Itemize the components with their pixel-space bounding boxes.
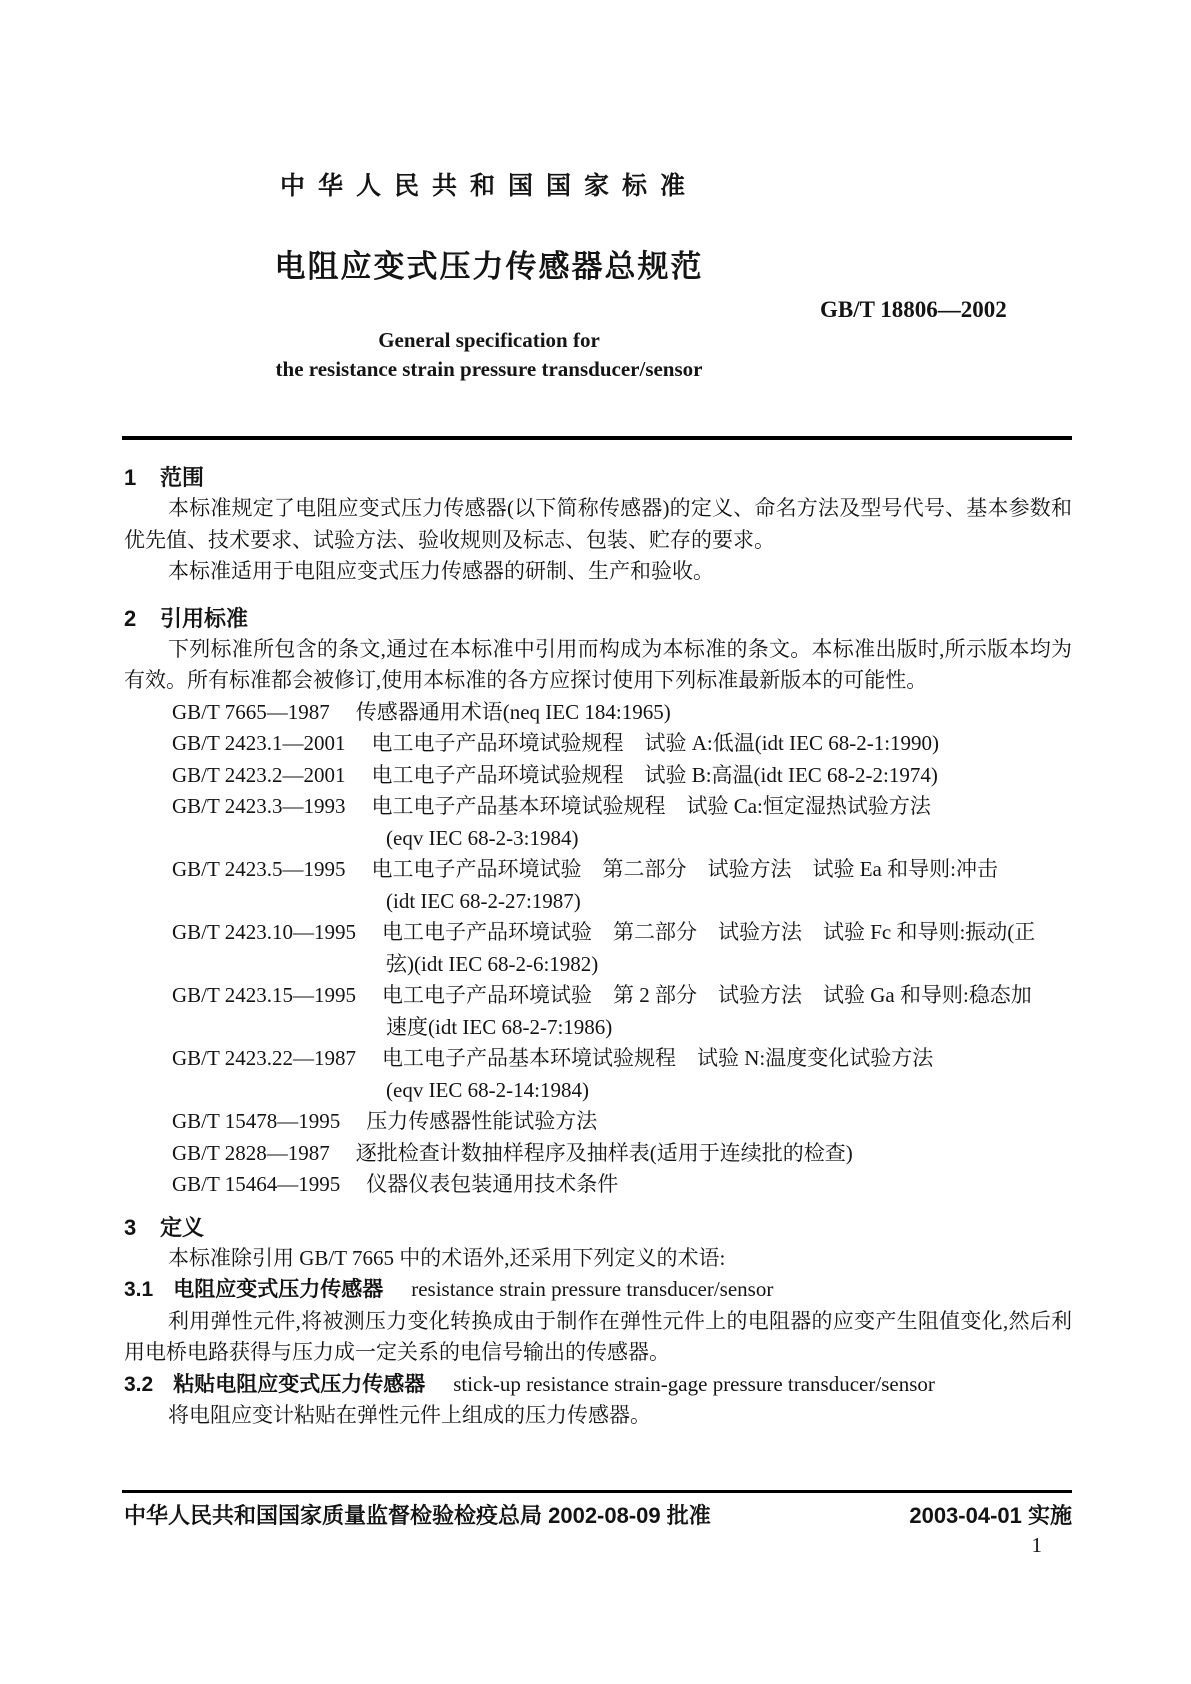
reference-continuation: 速度(idt IEC 68-2-7:1986) bbox=[386, 1014, 613, 1039]
subtitle-english-line1: General specification for bbox=[378, 328, 600, 352]
reference-item bbox=[124, 980, 1072, 1012]
section-2-heading bbox=[124, 604, 1072, 634]
national-standard-label: 中华人民共和国国家标准 bbox=[279, 172, 698, 200]
reference-title: 电工电子产品环境试验规程 试验 B:高温(idt IEC 68-2-2:1974) bbox=[371, 762, 938, 787]
reference-continuation: 弦)(idt IEC 68-2-6:1982) bbox=[386, 951, 599, 976]
reference-item bbox=[124, 1043, 1072, 1075]
reference-item bbox=[124, 791, 1072, 823]
reference-code: GB/T 2423.2—2001 bbox=[172, 762, 346, 787]
reference-continuation: (eqv IEC 68-2-3:1984) bbox=[386, 825, 579, 850]
reference-code: GB/T 2423.3—1993 bbox=[172, 794, 346, 818]
definition-term bbox=[124, 1274, 1072, 1306]
reference-title: 电工电子产品基本环境试验规程 试验 N:温度变化试验方法 bbox=[381, 1046, 934, 1070]
reference-item bbox=[124, 917, 1072, 949]
reference-item bbox=[124, 728, 1072, 760]
reference-title: 电工电子产品基本环境试验规程 试验 Ca:恒定湿热试验方法 bbox=[371, 794, 931, 818]
reference-item bbox=[124, 854, 1072, 886]
reference-item bbox=[124, 1138, 1072, 1170]
page-number: 1 bbox=[1031, 1533, 1042, 1557]
definition-term-zh: 电阻应变式压力传感器 bbox=[173, 1278, 384, 1301]
definition-body: 利用弹性元件,将被测压力变化转换成由于制作在弹性元件上的电阻器的应变产生阻值变化,然后利用电桥电路获得与压力成一定关系的电信号输出的传感器。 bbox=[124, 1308, 1072, 1364]
header-divider-rule bbox=[122, 436, 1072, 440]
approval-statement: 中华人民共和国国家质量监督检验检疫总局 2002-08-09 批准 bbox=[124, 1503, 711, 1528]
reference-title: 电工电子产品环境试验 第二部分 试验方法 试验 Ea 和导则:冲击 bbox=[371, 857, 998, 881]
reference-code: GB/T 15478—1995 bbox=[172, 1109, 341, 1133]
reference-code: GB/T 15464—1995 bbox=[172, 1172, 341, 1196]
reference-code: GB/T 2423.5—1995 bbox=[172, 857, 346, 881]
page-content bbox=[124, 0, 1072, 1684]
reference-title: 电工电子产品环境试验 第二部分 试验方法 试验 Fc 和导则:振动(正 bbox=[381, 920, 1036, 944]
reference-title: 仪器仪表包装通用技术条件 bbox=[366, 1172, 619, 1196]
reference-code: GB/T 2423.1—2001 bbox=[172, 731, 346, 755]
reference-item bbox=[124, 697, 1072, 729]
reference-code: GB/T 2423.22—1987 bbox=[172, 1046, 356, 1070]
reference-code: GB/T 2423.10—1995 bbox=[172, 920, 356, 944]
section-1-paragraph-1: 本标准规定了电阻应变式压力传感器(以下简称传感器)的定义、命名方法及型号代号、基本参数和优先值、技术要求、试验方法、验收规则及标志、包装、贮存的要求。 bbox=[124, 496, 1072, 552]
definition-number: 3.1 bbox=[124, 1278, 154, 1301]
section-1-title: 范围 bbox=[160, 465, 205, 490]
reference-item bbox=[124, 1106, 1072, 1138]
reference-code: GB/T 2423.15—1995 bbox=[172, 983, 356, 1007]
standard-code: GB/T 18806—2002 bbox=[820, 297, 1007, 322]
definition-term-zh: 粘贴电阻应变式压力传感器 bbox=[173, 1372, 426, 1396]
section-1-heading bbox=[124, 463, 1072, 493]
document-body bbox=[124, 441, 1072, 1432]
reference-continuation: (idt IEC 68-2-27:1987) bbox=[386, 888, 581, 913]
section-2-number: 2 bbox=[124, 605, 137, 631]
implementation-date: 2003-04-01 实施 bbox=[909, 1503, 1072, 1528]
definition-term-en: resistance strain pressure transducer/sensor bbox=[411, 1277, 774, 1301]
subtitle-english-line2: the resistance strain pressure transducer/sensor bbox=[275, 357, 703, 381]
reference-item bbox=[124, 1169, 1072, 1201]
section-3-intro: 本标准除引用 GB/T 7665 中的术语外,还采用下列定义的术语: bbox=[168, 1245, 726, 1270]
section-3-number: 3 bbox=[124, 1214, 137, 1240]
document-title: 电阻应变式压力传感器总规范 bbox=[274, 249, 704, 284]
definition-term-en: stick-up resistance strain-gage pressure transducer/sensor bbox=[453, 1371, 935, 1396]
reference-title: 电工电子产品环境试验规程 试验 A:低温(idt IEC 68-2-1:1990) bbox=[371, 731, 940, 755]
reference-title: 逐批检查计数抽样程序及抽样表(适用于连续批的检查) bbox=[355, 1140, 853, 1165]
reference-title: 传感器通用术语(neq IEC 184:1965) bbox=[355, 699, 671, 724]
section-2-intro: 下列标准所包含的条文,通过在本标准中引用而构成为本标准的条文。本标准出版时,所示版本均为有效。所有标准都会被修订,使用本标准的各方应探讨使用下列标准最新版本的可能性。 bbox=[124, 636, 1072, 692]
section-3-heading bbox=[124, 1213, 1072, 1243]
section-1-number: 1 bbox=[124, 465, 137, 490]
definition-number: 3.2 bbox=[124, 1372, 154, 1396]
definition-body: 将电阻应变计粘贴在弹性元件上组成的压力传感器。 bbox=[168, 1403, 651, 1427]
section-1-paragraph-2: 本标准适用于电阻应变式压力传感器的研制、生产和验收。 bbox=[168, 559, 714, 583]
reference-title: 压力传感器性能试验方法 bbox=[366, 1109, 598, 1133]
footer-divider-rule bbox=[122, 1490, 1072, 1493]
section-3-title: 定义 bbox=[160, 1214, 205, 1240]
section-2-title: 引用标准 bbox=[160, 605, 249, 631]
footer bbox=[124, 1499, 1072, 1530]
definition-term bbox=[124, 1369, 1072, 1401]
reference-code: GB/T 7665—1987 bbox=[172, 699, 330, 724]
reference-code: GB/T 2828—1987 bbox=[172, 1140, 330, 1165]
reference-item bbox=[124, 760, 1072, 792]
reference-title: 电工电子产品环境试验 第 2 部分 试验方法 试验 Ga 和导则:稳态加 bbox=[381, 983, 1032, 1007]
reference-continuation: (eqv IEC 68-2-14:1984) bbox=[386, 1077, 589, 1102]
